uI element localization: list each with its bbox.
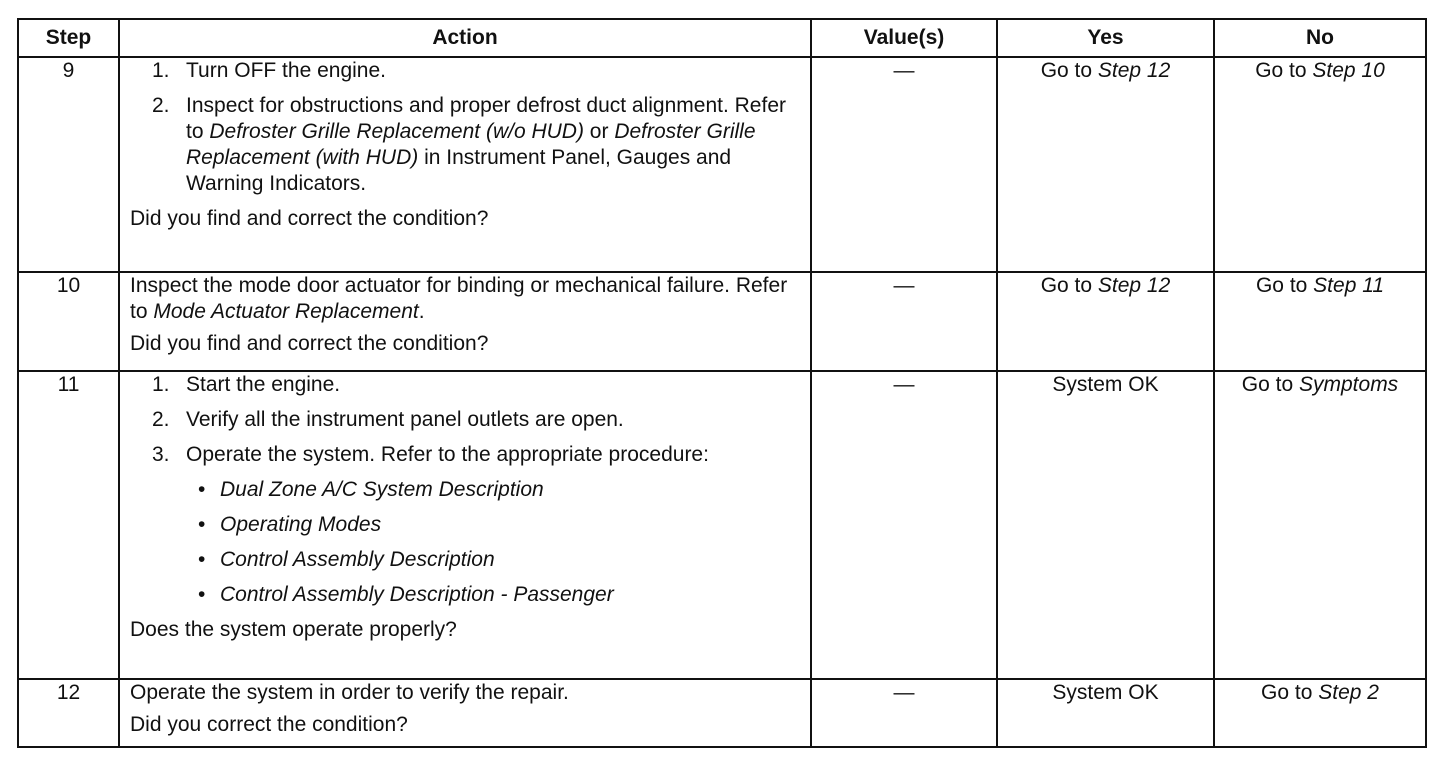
value-cell: —: [811, 679, 997, 747]
step-number: 11: [18, 371, 119, 679]
question-text: Did you correct the condition?: [130, 713, 408, 736]
question-text: Does the system operate properly?: [130, 618, 457, 641]
question-text: Did you find and correct the condition?: [130, 332, 489, 355]
yes-cell: Go to Step 12: [997, 272, 1214, 371]
no-cell: Go to Step 11: [1214, 272, 1426, 371]
no-cell: Go to Step 10: [1214, 57, 1426, 272]
list-item: 3. Operate the system. Refer to the appropriate procedure:: [152, 443, 709, 466]
table-row-step-11: [18, 371, 1426, 679]
bullet-icon: •: [198, 478, 206, 501]
reference-link: Defroster Grille Replacement (with HUD): [186, 120, 756, 169]
action-cell: [119, 57, 811, 272]
bullet-item: [198, 547, 800, 573]
bullet-item: [198, 582, 800, 608]
value-cell: —: [811, 371, 997, 679]
reference-link: Operating Modes: [220, 513, 382, 536]
reference-link: Control Assembly Description - Passenger: [220, 583, 614, 606]
question-text: Did you find and correct the condition?: [130, 207, 489, 230]
header-row: [18, 19, 1426, 57]
value-cell: —: [811, 57, 997, 272]
reference-link: Dual Zone A/C System Description: [220, 478, 544, 501]
header-value: Value(s): [811, 19, 997, 57]
yes-cell: Go to Step 12: [997, 57, 1214, 272]
value-cell: —: [811, 272, 997, 371]
header-action: Action: [119, 19, 811, 57]
header-no: No: [1214, 19, 1426, 57]
bullet-icon: •: [198, 548, 206, 571]
reference-link: Defroster Grille Replacement (w/o HUD): [209, 120, 584, 143]
yes-cell: System OK: [997, 679, 1214, 747]
step-number: 10: [18, 272, 119, 371]
list-item: 1. Turn OFF the engine.: [152, 59, 386, 82]
step-number: 9: [18, 57, 119, 272]
instruction-text: Inspect the mode door actuator for binding or mechanical failure. Refer to Mode Actuator Replacement.: [130, 274, 788, 323]
list-item: 2. Inspect for obstructions and proper defrost duct alignment. Refer to Defroster Grille Replacement (w/o HUD) or Defroster Grille Replacement (with HUD) in Instrument Panel, Gauges and Warning Indicators.: [152, 94, 786, 195]
step-number: 12: [18, 679, 119, 747]
action-cell: [119, 272, 811, 371]
header-yes: Yes: [997, 19, 1214, 57]
no-cell: Go to Step 2: [1214, 679, 1426, 747]
list-item: 2. Verify all the instrument panel outlets are open.: [152, 408, 624, 431]
diagnostic-table: [17, 18, 1427, 748]
no-cell: Go to Symptoms: [1214, 371, 1426, 679]
reference-link: Control Assembly Description: [220, 548, 495, 571]
table-row-step-9: [18, 57, 1426, 272]
action-cell: [119, 371, 811, 679]
list-item: 1. Start the engine.: [152, 373, 341, 396]
yes-cell: System OK: [997, 371, 1214, 679]
bullet-icon: •: [198, 513, 206, 536]
action-cell: [119, 679, 811, 747]
bullet-item: [198, 477, 800, 503]
bullet-icon: •: [198, 583, 206, 606]
reference-link: Mode Actuator Replacement: [153, 300, 419, 323]
table-row-step-12: [18, 679, 1426, 747]
table-row-step-10: [18, 272, 1426, 371]
bullet-item: [198, 512, 800, 538]
instruction-text: Operate the system in order to verify the repair.: [130, 681, 569, 704]
header-step: Step: [18, 19, 119, 57]
